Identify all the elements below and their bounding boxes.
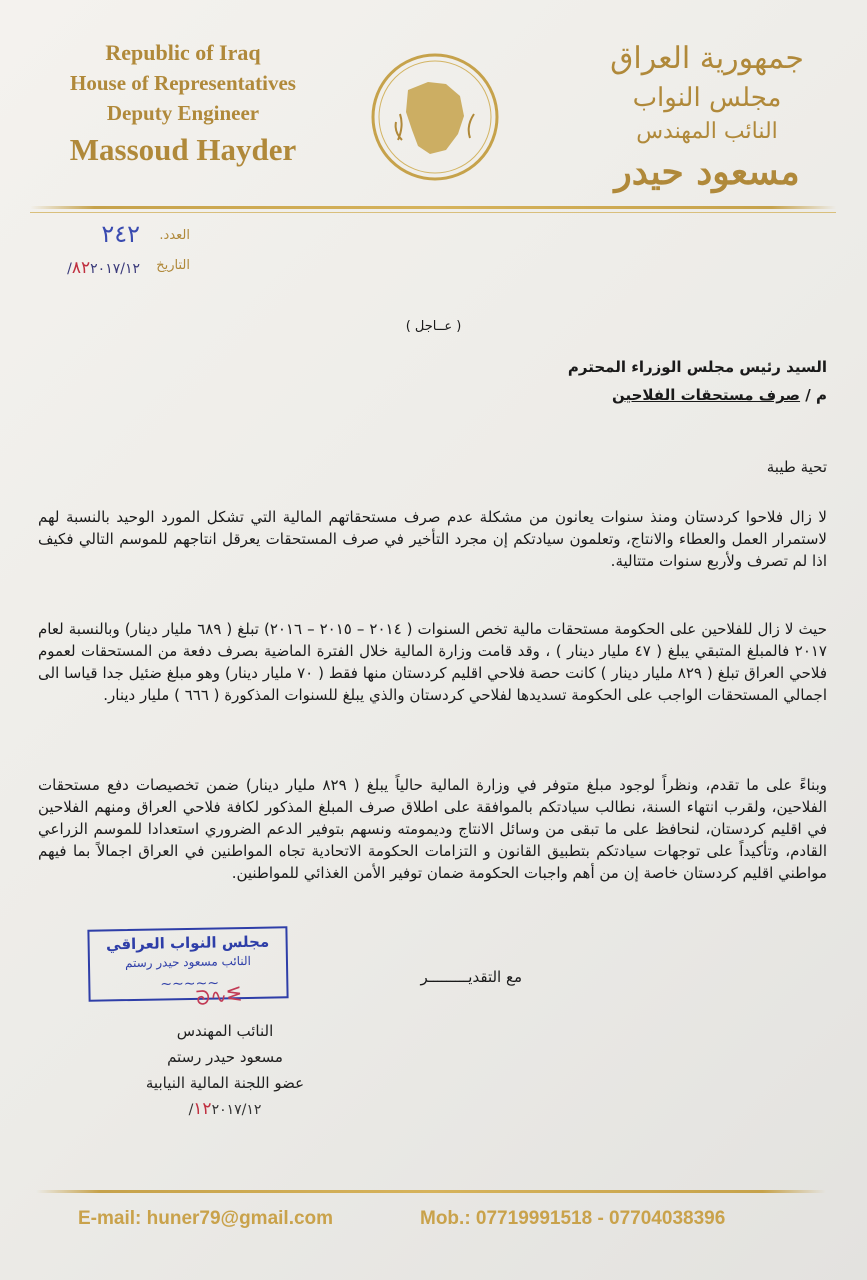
signature-role: عضو اللجنة المالية النيابية: [145, 1074, 305, 1092]
date-label: التاريخ: [156, 258, 190, 273]
stamp-signature-icon: ~~~~~: [160, 975, 220, 993]
iraq-emblem-icon: [368, 50, 502, 184]
header-ar-line4: مسعود حيدر: [614, 151, 800, 193]
header-en-line2: House of Representatives: [70, 71, 296, 95]
header-divider: [30, 206, 836, 209]
stamp-line1: مجلس النواب العراقي: [105, 932, 270, 954]
number-row: [30, 222, 210, 252]
header-divider-thin: [30, 212, 836, 213]
signature-date: [110, 1096, 340, 1123]
date-day-mark: ٨٢: [71, 258, 91, 278]
paragraph-1: لا زال فلاحوا كردستان ومنذ سنوات يعانون من مشكلة عدم صرف مستحقاتهم المالية التي تشكل المورد الوحيد بالنسبة لهم لاستمرار العمل والعطاء والانتاج، وتعلمون سيادتكم إن مجرد التأخير في صرف المستحقات يعرقل انتاجهم للموسم التالي فكيف اذا لم تصرف ولأربع سنوات متتالية.: [38, 508, 827, 570]
footer-divider: [36, 1190, 826, 1193]
subject-line: [38, 384, 827, 406]
number-label: العدد.: [159, 228, 190, 243]
subject-text: صرف مستحقات الفلاحين: [611, 386, 801, 404]
signature-date-day: ١٢: [193, 1099, 212, 1119]
header-ar-line2: مجلس النواب: [632, 83, 782, 113]
addressee: السيد رئيس مجلس الوزراء المحترم: [567, 358, 827, 376]
paragraph-2: حيث لا زال للفلاحين على الحكومة مستحقات مالية تخص السنوات ( ٢٠١٤ – ٢٠١٥ – ٢٠١٦) تبلغ ( ٦٨٩ مليار دينار) وبالنسبة لعام ٢٠١٧ فالمبلغ المتبقي يبلغ ( ٤٧ مليار دينار ) ، وقد قامت وزارة المالية خلال الفترة الماضية بصرف دفعة من المستحقات لعموم فلاحي العراق تبلغ ( ٨٢٩ مليار دينار ) كانت حصة فلاحي اقليم كردستان منها فقط ( ٧٠ مليار دينار) وهو مبلغ ضئيل جدا قياسا الى اجمالي المستحقات الواجب على الحكومة تسديدها لفلاحي كردستان والذي يبلغ للسنوات المذكورة ( ٦٦٦ ) مليار دينار.: [38, 620, 827, 704]
header-en-line1: Republic of Iraq: [105, 40, 261, 65]
header-en-line4: Massoud Hayder: [69, 132, 297, 167]
signature-title: النائب المهندس: [176, 1022, 274, 1040]
signature-date-rest: ٢٠١٧/١٢/: [188, 1102, 262, 1118]
date-rest: ٢٠١٧/١٢/: [67, 261, 140, 277]
date-row: [30, 252, 210, 282]
subject-prefix: م /: [805, 386, 827, 404]
paragraph-3: وبناءً على ما تقدم، ونظراً لوجود مبلغ متوفر في وزارة المالية حالياً يبلغ ( ٨٢٩ مليار دينار) ضمن تخصيصات دفع مستحقات الفلاحين، ولقرب انتهاء السنة، نطالب سيادتكم بالموافقة على اطلاق صرف المبلغ المذكور لكافة فلاحي العراق ومنهم الفلاحين في اقليم كردستان، لنحافظ على ما تبقى من وسائل الانتاج وديمومته ونسهم بتوفير الدعم الضروري استعدادا للموسم الزراعي القادم، وتأكيداً على توجهات سيادتكم بتطبيق القانون و التزامات الحكومة الاتحادية تجاه المواطنين في العراق اجمالاً بما فيهم مواطني اقليم كردستان خاصة إن من أهم واجبات الحكومة ضمان توفير الأمن الغذائي للمواطنين.: [38, 776, 827, 882]
header-ar-line3: النائب المهندس: [636, 119, 778, 144]
official-stamp: [87, 926, 288, 1001]
footer-mobile: Mob.: 07719991518 - 07704038396: [420, 1208, 726, 1229]
header-en-line3: Deputy Engineer: [106, 101, 260, 125]
header-english: [58, 38, 308, 172]
date-value: [67, 258, 140, 278]
header-ar-line1: جمهورية العراق: [610, 41, 804, 76]
header-arabic: [587, 38, 827, 196]
closing: مع التقديـــــــــر: [420, 968, 522, 986]
number-value: ٢٤٢: [101, 220, 140, 248]
urgent-label: ( عــاجل ): [405, 319, 462, 334]
signature-name: مسعود حيدر رستم: [167, 1048, 283, 1066]
footer-email: E-mail: huner79@gmail.com: [78, 1208, 334, 1229]
greeting: تحية طيبة: [766, 458, 827, 476]
signature-block: [110, 1018, 340, 1123]
letter-meta: [30, 222, 210, 282]
stamp-line2: النائب مسعود حيدر رستم: [124, 953, 252, 971]
handwritten-signature-icon: ᘐ∿ᓬ: [194, 981, 243, 1011]
